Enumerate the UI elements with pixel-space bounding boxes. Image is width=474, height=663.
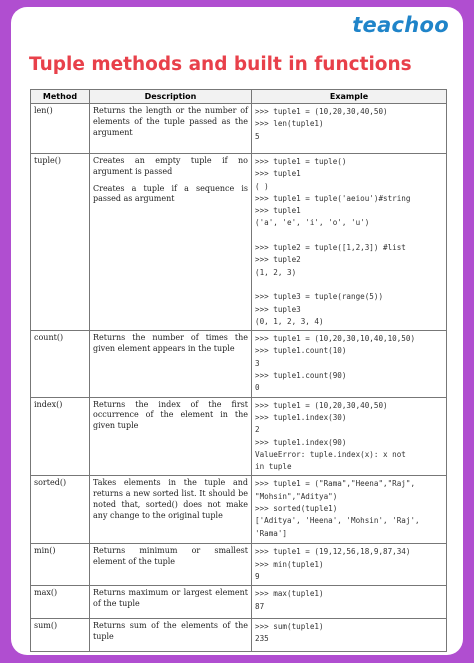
header-method: Method [31, 90, 90, 104]
method-name: min() [31, 544, 90, 586]
method-description [90, 397, 252, 476]
tuple-methods-table [30, 89, 447, 652]
description-text: Returns sum of the elements of the tuple [93, 620, 248, 641]
method-description [90, 544, 252, 586]
header-example: Example [252, 90, 447, 104]
description-text: Returns minimum or smallest element of the tuple [93, 546, 248, 567]
brand-logo: teachoo [352, 13, 449, 37]
method-name: len() [31, 104, 90, 154]
method-description [90, 586, 252, 619]
description-text: Returns the length or the number of elements of the tuple passed as the argument [93, 106, 248, 137]
method-name: tuple() [31, 154, 90, 331]
table-row [31, 544, 447, 586]
method-example: >>> tuple1 = (10,20,30,40,50) >>> tuple1.index(30) 2 >>> tuple1.index(90) ValueError: tuple.index(x): x not in tuple [252, 397, 447, 476]
page-frame [11, 7, 463, 655]
method-example: >>> max(tuple1) 87 [252, 586, 447, 619]
table-row [31, 618, 447, 651]
method-name: max() [31, 586, 90, 619]
method-example: >>> tuple1 = tuple() >>> tuple1 ( ) >>> tuple1 = tuple('aeiou')#string >>> tuple1 ('a', 'e', 'i', 'o', 'u') >>> tuple2 = tuple([1,2,3]) #list >>> tuple2 (1, 2, 3) >>> tuple3 = tuple(range(5)) >>> tuple3 (0, 1, 2, 3, 4) [252, 154, 447, 331]
page-title: Tuple methods and built in functions [29, 54, 412, 75]
header-description: Description [90, 90, 252, 104]
method-example: >>> sum(tuple1) 235 [252, 618, 447, 651]
method-example: >>> tuple1 = (10,20,30,10,40,10,50) >>> tuple1.count(10) 3 >>> tuple1.count(90) 0 [252, 331, 447, 397]
table-row [31, 476, 447, 544]
method-name: sum() [31, 618, 90, 651]
description-text: Creates a tuple if a sequence is passed as argument [93, 183, 248, 204]
method-description [90, 618, 252, 651]
description-text: Takes elements in the tuple and returns a new sorted list. It should be noted that, sorted() does not make any change to the original tuple [93, 478, 248, 520]
method-description [90, 476, 252, 544]
table-row [31, 397, 447, 476]
method-example: >>> tuple1 = (10,20,30,40,50) >>> len(tuple1) 5 [252, 104, 447, 154]
method-description [90, 154, 252, 331]
method-example: >>> tuple1 = ("Rama","Heena","Raj", "Mohsin","Aditya") >>> sorted(tuple1) ['Aditya', 'Heena', 'Mohsin', 'Raj', 'Rama'] [252, 476, 447, 544]
description-text: Returns the number of times the given element appears in the tuple [93, 333, 248, 353]
table-row [31, 586, 447, 619]
table-row [31, 154, 447, 331]
table-row [31, 104, 447, 154]
method-example: >>> tuple1 = (19,12,56,18,9,87,34) >>> min(tuple1) 9 [252, 544, 447, 586]
table-row [31, 331, 447, 397]
method-name: sorted() [31, 476, 90, 544]
description-text: Creates an empty tuple if no argument is passed [93, 156, 248, 176]
description-text: Returns maximum or largest element of the tuple [93, 588, 248, 609]
description-text: Returns the index of the first occurrence of the element in the given tuple [93, 399, 248, 431]
method-description [90, 104, 252, 154]
table-header-row [31, 90, 447, 104]
method-name: count() [31, 331, 90, 397]
method-name: index() [31, 397, 90, 476]
method-description [90, 331, 252, 397]
